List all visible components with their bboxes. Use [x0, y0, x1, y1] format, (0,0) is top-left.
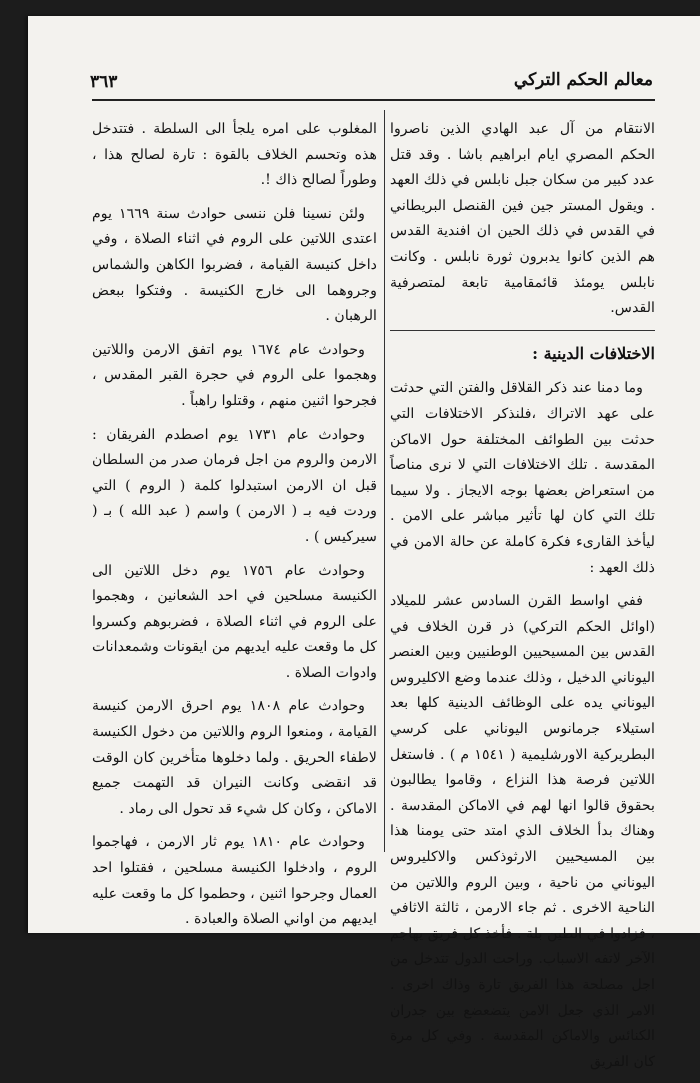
running-title: معالم الحكم التركي [513, 70, 653, 90]
paragraph: المغلوب على امره يلجأ الى السلطة . فتتدخل هذه وتحسم الخلاف بالقوة : تارة لصالح هذا ، وطوراً لصالح ذاك !. [92, 121, 377, 189]
paragraph: وحوادث عام ١٨٠٨ يوم احرق الارمن كنيسة القيامة ، ومنعوا الروم واللاتين من دخول الكنيسة لاطفاء الحريق . ولما دخلوها متأخرين كان الوقت قد انقضى وكانت النيران قد التهمت جميع الاماكن ، وكان كل شيء قد تحول الى رماد . [92, 698, 377, 817]
paragraph: وما دمنا عند ذكر القلاقل والفتن التي حدثت على عهد الاتراك ،فلنذكر الاختلافات التي حدثت بين الطوائف المختلفة حول الاماكن المقدسة . تلك الاختلافات التي لا نرى مناصاً من استعراض بعضها بوجه الايجاز . ولا سيما تلك التي كان لها تأثير مباشر على الامن . ليأخذ القارىء فكرة كاملة عن حالة الامن في ذلك العهد : [390, 380, 655, 576]
paragraph: وحوادث عام ١٦٧٤ يوم اتفق الارمن واللاتين وهجموا على الروم في حجرة القبر المقدس ، فجرحوا اثنين منهم ، وقتلوا راهباً . [92, 341, 377, 409]
paragraph: وحوادث عام ١٨١٠ يوم ثار الارمن ، فهاجموا الروم ، وادخلوا الكنيسة مسلحين ، فقتلوا احد العمال وجرحوا اثنين ، وحطموا كل ما وقعت عليه ايديهم من اواني الصلاة والعبادة . [92, 834, 377, 928]
left-column [92, 117, 377, 941]
paragraph: ولئن نسينا فلن ننسى حوادث سنة ١٦٦٩ يوم اعتدى اللاتين على الروم في اثناء الصلاة ، وفي داخل كنيسة القيامة ، فضربوا الكاهن والشماس وجروهما الى خارج الكنيسة . وفتكوا ببعض الرهبان . [92, 205, 377, 325]
right-column [390, 117, 655, 1083]
paragraph: ففي اواسط القرن السادس عشر للميلاد (اوائل الحكم التركي) ذر قرن الخلاف في القدس بين المسيحيين الوطنيين وبين العنصر اليوناني الدخيل ، وذلك عندما وضع الاكليروس اليوناني يده على الوظائف الدينية كلها بعد استيلاء جرمانوس اليوناني على كرسي البطريركية الاورشليمية ( ١٥٤١ م ) . فاستغل اللاتين فرصة هذا النزاع ، وقاموا يطالبون بحقوق قالوا انها لهم في الاماكن المقدسة . وهناك بدأ الخلاف الذي امتد حتى يومنا هذا بين المسيحيين الارثوذكس والاكليروس اليوناني من ناحية ، وبين الروم واللاتين من الناحية الاخرى . ثم جاء الارمن ، ثالثة الاثافي ، فزادوا في الطين بلة . فأخذ كل فريق يهاجم الآخر لاتفه الاسباب. وراحت الدول تتدخل من اجل مصلحة هذا الفريق تارة وذاك اخرى . الامر الذي جعل الامن يتضعضع بين جدران الكنائس والاماكن المقدسة . وفي كل مرة كان الفريق [390, 593, 655, 1070]
header-rule [92, 99, 655, 101]
column-divider [384, 110, 385, 852]
paragraph: الانتقام من آل عبد الهادي الذين ناصروا الحكم المصري ايام ابراهيم باشا . وقد قتل عدد كبير من سكان جبل نابلس في ذلك العهد . ويقول المستر جين فين القنصل البريطاني في القدس في ذلك الحين ان افندية القدس هم الذين كانوا يدبرون ثورة نابلس . وكانت نابلس يومئذ قائمقامية تابعة لمتصرفية القدس. [390, 121, 655, 317]
section-rule [390, 330, 655, 331]
running-header [90, 62, 653, 100]
paragraph: وحوادث عام ١٧٥٦ يوم دخل اللاتين الى الكنيسة مسلحين في احد الشعانين ، وهجموا على الروم في اثناء الصلاة ، فضربوهم وكسروا كل ما وقعت عليه ايديهم من ايقونات وشمعدانات وادوات الصلاة . [92, 562, 377, 681]
page-number: ٣٦٣ [90, 72, 118, 92]
paragraph: وحوادث عام ١٧٣١ يوم اصطدم الفريقان : الارمن والروم من اجل فرمان صدر من السلطان قبل ان الارمن استبدلوا كلمة ( الروم ) التي وردت فيه بـ ( الارمن ) واسم ( عبد الله ) بـ ( سيركيس ) . [92, 426, 377, 545]
section-heading: الاختلافات الدينية : [532, 343, 655, 363]
